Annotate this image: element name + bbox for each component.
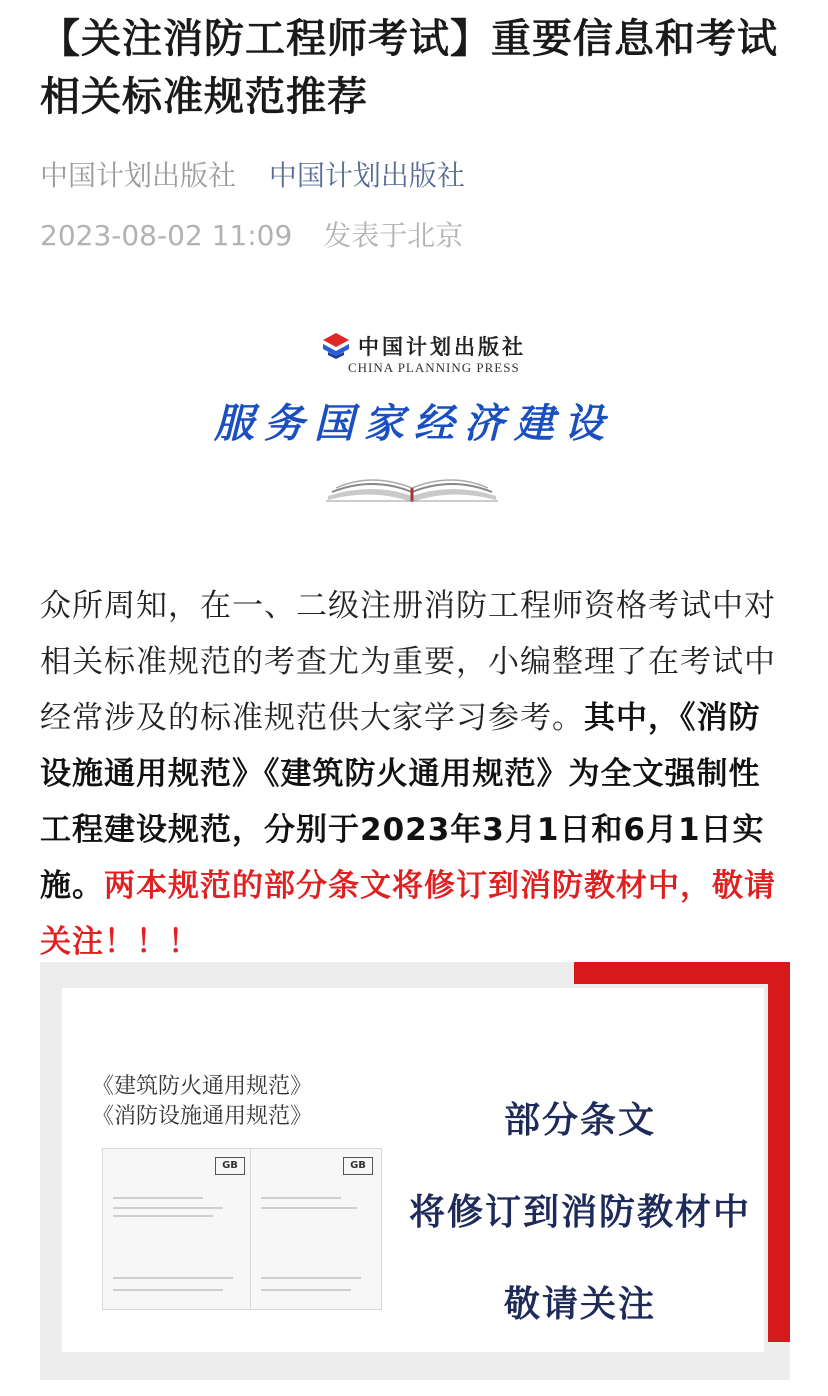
body-text-highlight: 两本规范的部分条文将修订到消防教材中，敬请关注！！！ bbox=[40, 868, 776, 960]
account-link[interactable]: 中国计划出版社 bbox=[268, 159, 465, 192]
logo-chinese-name: 中国计划出版社 bbox=[358, 334, 526, 359]
open-book-icon bbox=[322, 468, 502, 504]
gb-standard-icon: GB bbox=[343, 1157, 373, 1175]
article-title: 【关注消防工程师考试】重要信息和考试相关标准规范推荐 bbox=[40, 16, 778, 120]
promo-line-1: 部分条文 bbox=[503, 1100, 656, 1141]
publish-location: 发表于北京 bbox=[323, 219, 464, 252]
publisher-logo bbox=[320, 330, 526, 362]
banner-slogan: 服务国家经济建设 bbox=[214, 400, 614, 447]
article-source: 中国计划出版社 bbox=[40, 159, 237, 192]
article-meta bbox=[40, 156, 465, 196]
book-cover-fire-facilities bbox=[250, 1148, 382, 1310]
publisher-banner-image bbox=[180, 320, 650, 520]
promo-red-bar-top bbox=[574, 962, 790, 984]
logo-english-name: CHINA PLANNING PRESS bbox=[348, 360, 520, 375]
promo-line-3: 敬请关注 bbox=[503, 1284, 656, 1325]
promo-image bbox=[40, 962, 790, 1380]
body-text-bold: 其中，《消防设施通用规范》《建筑防火通用规范》为全文强制性工程建设规范，分别于2023年3月1日和6月1日实施。 bbox=[40, 700, 765, 904]
promo-book-title-1: 《建筑防火通用规范》 bbox=[92, 1074, 313, 1099]
publish-datetime: 2023-08-02 11:09 bbox=[40, 219, 293, 252]
promo-book-titles bbox=[92, 1072, 312, 1132]
gb-standard-icon: GB bbox=[215, 1157, 245, 1175]
publisher-logo-icon bbox=[320, 330, 352, 362]
body-text-intro: 众所周知，在一、二级注册消防工程师资格考试中对相关标准规范的考查尤为重要，小编整理了在考试中经常涉及的标准规范供大家学习参考。 bbox=[40, 588, 776, 736]
article-body-paragraph bbox=[40, 578, 790, 970]
book-cover-building-fire bbox=[102, 1148, 254, 1310]
promo-line-2: 将修订到消防教材中 bbox=[408, 1192, 751, 1233]
article-publish-info bbox=[40, 216, 463, 256]
promo-book-title-2: 《消防设施通用规范》 bbox=[92, 1104, 313, 1129]
promo-card bbox=[62, 988, 764, 1352]
